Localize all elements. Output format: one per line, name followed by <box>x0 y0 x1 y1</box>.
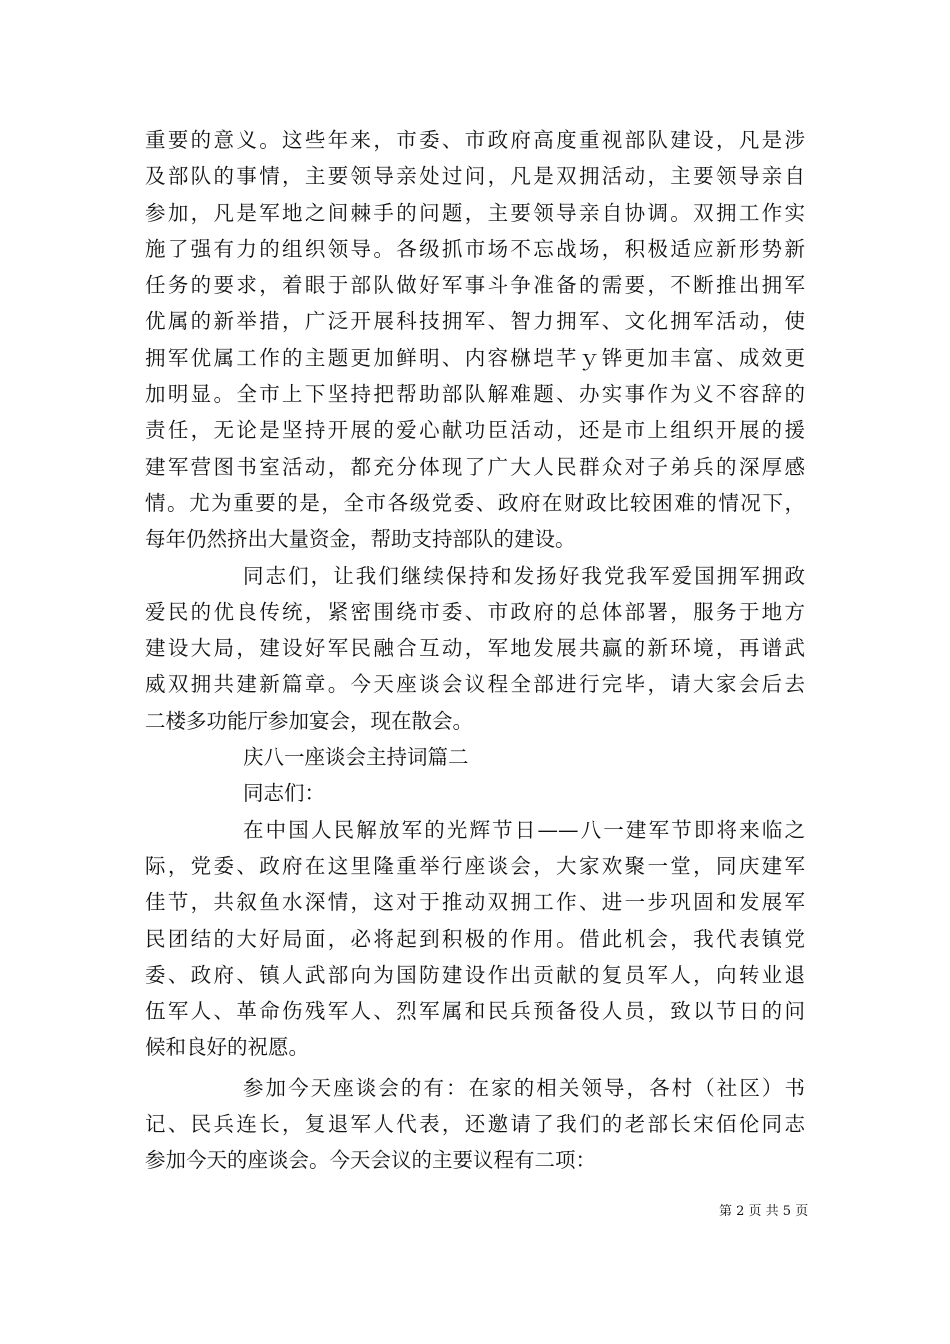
text-line: 伍军人、革命伤残军人、烈军属和民兵预备役人员，致以节日的问 <box>145 999 805 1024</box>
text-line: 优属的新举措，广泛开展科技拥军、智力拥军、文化拥军活动，使 <box>145 309 805 334</box>
text-line: 建设大局，建设好军民融合互动，军地发展共赢的新环境，再谱武 <box>145 636 805 661</box>
text-line: 庆八一座谈会主持词篇二 <box>243 745 469 770</box>
text-line: 任务的要求，着眼于部队做好军事斗争准备的需要，不断推出拥军 <box>145 273 805 298</box>
text-line: 同志们，让我们继续保持和发扬好我党我军爱国拥军拥政 <box>243 563 805 588</box>
paragraph <box>145 122 805 558</box>
text-line: 在中国人民解放军的光辉节日——八一建军节即将来临之 <box>243 817 805 842</box>
text-line: 威双拥共建新篇章。今天座谈会议程全部进行完毕，请大家会后去 <box>145 672 805 697</box>
text-line: 际，党委、政府在这里隆重举行座谈会，大家欢聚一堂，同庆建军 <box>145 853 805 878</box>
text-line: 施了强有力的组织领导。各级抓市场不忘战场，积极适应新形势新 <box>145 236 805 261</box>
page-number-footer: 第 2 页 共 5 页 <box>719 1204 809 1219</box>
paragraph <box>145 775 805 811</box>
text-line: 爱民的优良传统，紧密围绕市委、市政府的总体部署，服务于地方 <box>145 599 805 624</box>
text-line: 责任，无论是坚持开展的爱心献功臣活动，还是市上组织开展的援 <box>145 418 805 443</box>
text-line: 加明显。全市上下坚持把帮助部队解难题、办实事作为义不容辞的 <box>145 382 805 407</box>
text-line: 佳节，共叙鱼水深情，这对于推动双拥工作、进一步巩固和发展军 <box>145 890 805 915</box>
text-line: 参加今天座谈会的有：在家的相关领导，各村（社区）书 <box>243 1075 805 1100</box>
paragraph <box>145 1070 805 1179</box>
paragraph <box>145 558 805 739</box>
text-line: 重要的意义。这些年来，市委、市政府高度重视部队建设，凡是涉 <box>145 128 805 152</box>
text-line: 同志们： <box>243 781 325 806</box>
text-line: 记、民兵连长，复退军人代表，还邀请了我们的老部长宋佰伦同志 <box>145 1112 805 1137</box>
text-line: 民团结的大好局面，必将起到积极的作用。借此机会，我代表镇党 <box>145 926 805 951</box>
text-line: 拥军优属工作的主题更加鲜明、内容椕垲芊ｙ铧更加丰富、成效更 <box>145 345 805 370</box>
paragraph <box>145 739 805 775</box>
text-line: 二楼多功能厅参加宴会，现在散会。 <box>145 708 473 733</box>
text-line: 委、政府、镇人武部向为国防建设作出贡献的复员军人，向转业退 <box>145 962 805 987</box>
text-line: 参加今天的座谈会。今天会议的主要议程有二项： <box>145 1148 596 1173</box>
text-line: 建军营图书室活动，都充分体现了广大人民群众对子弟兵的深厚感 <box>145 454 805 479</box>
text-line: 候和良好的祝愿。 <box>145 1035 309 1060</box>
text-line: 情。尤为重要的是，全市各级党委、政府在财政比较困难的情况下， <box>145 490 805 515</box>
text-line: 每年仍然挤出大量资金，帮助支持部队的建设。 <box>145 527 576 552</box>
text-line: 及部队的事情，主要领导亲处过问，凡是双拥活动，主要领导亲自 <box>145 164 805 189</box>
paragraph <box>145 812 805 1066</box>
text-line: 参加，凡是军地之间棘手的问题，主要领导亲自协调。双拥工作实 <box>145 200 805 225</box>
document-body <box>145 122 805 1179</box>
